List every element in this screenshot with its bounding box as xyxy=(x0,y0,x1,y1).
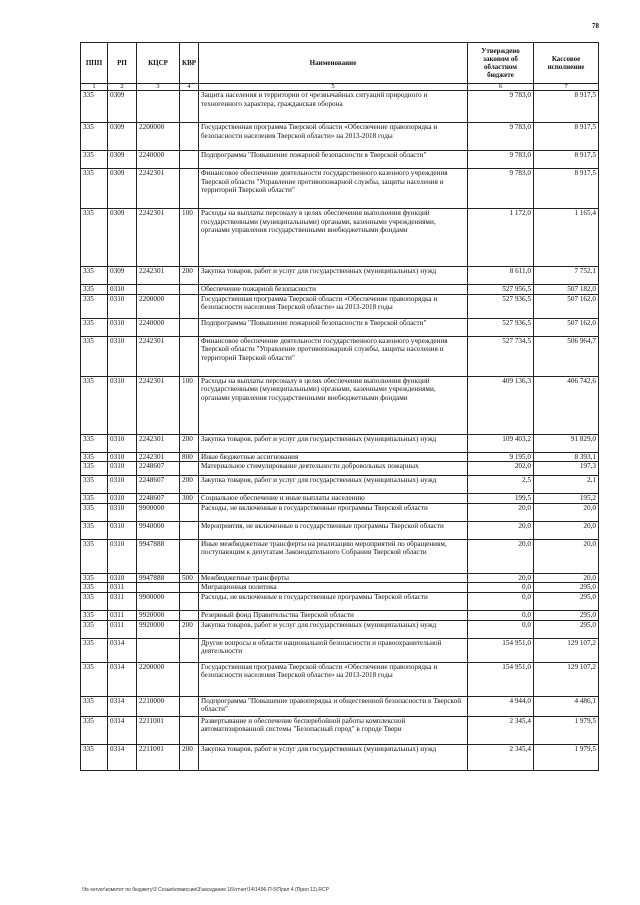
row-kvr xyxy=(180,662,199,696)
row-kcsr: 2248607 xyxy=(137,476,180,494)
table-row xyxy=(81,539,599,573)
row-approved: 199,5 xyxy=(468,494,534,504)
row-kcsr: 2242301 xyxy=(137,434,180,452)
row-kcsr xyxy=(137,583,180,593)
table-row xyxy=(81,716,599,744)
row-approved: 20,0 xyxy=(468,521,534,539)
row-kcsr: 2242301 xyxy=(137,336,180,376)
table-row xyxy=(81,285,599,295)
row-kvr: 200 xyxy=(180,267,199,285)
row-kcsr xyxy=(137,638,180,662)
row-kcsr: 2200000 xyxy=(137,294,180,318)
row-name: Расходы на выплаты персоналу в целях обеспечения выполнения функций государственными (муниципальными) органами, казенными учреждениями, органами управления государственными внебюджетными фондами xyxy=(199,209,468,267)
row-name: Государственная программа Тверской области «Обеспечение правопорядка и безопасности населения Тверской области» на 2013-2018 годы xyxy=(199,294,468,318)
row-approved: 527 956,5 xyxy=(468,285,534,295)
row-ppp: 335 xyxy=(81,592,108,610)
row-rp: 0314 xyxy=(108,716,137,744)
row-rp: 0310 xyxy=(108,336,137,376)
row-kvr: 200 xyxy=(180,620,199,638)
row-approved: 2,5 xyxy=(468,476,534,494)
row-name: Подпрограмма "Повышение пожарной безопасности в Тверской области" xyxy=(199,318,468,336)
row-ppp: 335 xyxy=(81,521,108,539)
row-kvr xyxy=(180,123,199,151)
row-kvr: 500 xyxy=(180,573,199,583)
row-kvr xyxy=(180,521,199,539)
table-row xyxy=(81,744,599,770)
row-rp: 0314 xyxy=(108,662,137,696)
row-cash: 129 107,2 xyxy=(534,662,599,696)
row-name: Социальное обеспечение и иные выплаты населению xyxy=(199,494,468,504)
row-kcsr: 2248607 xyxy=(137,494,180,504)
table-row xyxy=(81,294,599,318)
row-approved: 154 951,0 xyxy=(468,662,534,696)
row-name: Закупка товаров, работ и услуг для государственных (муниципальных) нужд xyxy=(199,476,468,494)
column-number: 5 xyxy=(199,84,468,91)
header-kcsr: КЦСР xyxy=(137,43,180,84)
header-approved: Утверждено законом об областном бюджете xyxy=(468,43,534,84)
row-approved: 527 936,5 xyxy=(468,294,534,318)
row-kvr xyxy=(180,336,199,376)
row-name: Закупка товаров, работ и услуг для государственных (муниципальных) нужд xyxy=(199,267,468,285)
table-row xyxy=(81,376,599,434)
row-kcsr: 2242301 xyxy=(137,452,180,462)
row-rp: 0310 xyxy=(108,318,137,336)
table-row xyxy=(81,267,599,285)
row-cash: 4 486,1 xyxy=(534,696,599,716)
row-kvr xyxy=(180,539,199,573)
row-kvr: 200 xyxy=(180,476,199,494)
row-approved: 2 345,4 xyxy=(468,744,534,770)
row-rp: 0310 xyxy=(108,573,137,583)
table-row xyxy=(81,462,599,476)
row-kcsr: 2240000 xyxy=(137,151,180,169)
row-cash: 8 917,5 xyxy=(534,91,599,123)
row-approved: 9 783,0 xyxy=(468,151,534,169)
row-cash: 20,0 xyxy=(534,539,599,573)
row-cash: 8 917,5 xyxy=(534,169,599,209)
row-cash: 1 979,5 xyxy=(534,716,599,744)
row-kvr xyxy=(180,294,199,318)
row-kvr xyxy=(180,503,199,521)
column-number: 6 xyxy=(468,84,534,91)
row-cash: 8 917,5 xyxy=(534,151,599,169)
row-ppp: 335 xyxy=(81,285,108,295)
row-name: Расходы, не включенные в государственные программы Тверской области xyxy=(199,592,468,610)
row-cash: 91 829,0 xyxy=(534,434,599,452)
row-approved: 8 611,0 xyxy=(468,267,534,285)
row-name: Развертывание и обеспечение бесперебойной работы комплексной автоматизированной системы "Безопасный город" в городе Твери xyxy=(199,716,468,744)
row-ppp: 335 xyxy=(81,583,108,593)
table-row xyxy=(81,610,599,620)
row-approved: 20,0 xyxy=(468,573,534,583)
table-row xyxy=(81,583,599,593)
header-kvr: КВР xyxy=(180,43,199,84)
row-kcsr xyxy=(137,91,180,123)
row-kvr: 100 xyxy=(180,209,199,267)
row-cash: 506 964,7 xyxy=(534,336,599,376)
row-rp: 0310 xyxy=(108,503,137,521)
row-ppp: 335 xyxy=(81,716,108,744)
row-rp: 0310 xyxy=(108,434,137,452)
row-rp: 0314 xyxy=(108,638,137,662)
row-name: Подпрограмма "Повышение пожарной безопасности в Тверской области" xyxy=(199,151,468,169)
budget-table xyxy=(80,42,599,771)
row-cash: 195,2 xyxy=(534,494,599,504)
table-row xyxy=(81,452,599,462)
row-rp: 0311 xyxy=(108,583,137,593)
row-cash: 295,0 xyxy=(534,620,599,638)
row-kcsr: 9900000 xyxy=(137,503,180,521)
row-kcsr: 9920000 xyxy=(137,610,180,620)
row-ppp: 335 xyxy=(81,573,108,583)
row-name: Расходы на выплаты персоналу в целях обеспечения выполнения функций государственными (муниципальными) органами, казенными учреждениями, органами управления государственными внебюджетными фондами xyxy=(199,376,468,434)
row-kcsr: 2242301 xyxy=(137,169,180,209)
row-approved: 527 734,5 xyxy=(468,336,534,376)
row-kvr: 300 xyxy=(180,494,199,504)
row-ppp: 335 xyxy=(81,638,108,662)
header-name: Наименование xyxy=(199,43,468,84)
row-kcsr: 2242301 xyxy=(137,267,180,285)
table-row xyxy=(81,91,599,123)
row-kcsr: 2210000 xyxy=(137,696,180,716)
row-ppp: 335 xyxy=(81,91,108,123)
row-ppp: 335 xyxy=(81,318,108,336)
row-kcsr: 9947888 xyxy=(137,539,180,573)
row-ppp: 335 xyxy=(81,151,108,169)
row-ppp: 335 xyxy=(81,744,108,770)
row-ppp: 335 xyxy=(81,452,108,462)
page-number: 78 xyxy=(592,22,599,30)
header-row xyxy=(81,43,599,84)
row-name: Закупка товаров, работ и услуг для государственных (муниципальных) нужд xyxy=(199,434,468,452)
row-rp: 0310 xyxy=(108,476,137,494)
column-number: 4 xyxy=(180,84,199,91)
row-kvr xyxy=(180,610,199,620)
row-name: Государственная программа Тверской области «Обеспечение правопорядка и безопасности населения Тверской области» на 2013-2018 годы xyxy=(199,662,468,696)
row-approved: 9 783,0 xyxy=(468,123,534,151)
row-name: Межбюджетные трансферты xyxy=(199,573,468,583)
row-approved: 0,0 xyxy=(468,583,534,593)
row-cash: 129 107,2 xyxy=(534,638,599,662)
row-approved: 409 136,3 xyxy=(468,376,534,434)
table-row xyxy=(81,476,599,494)
table-row xyxy=(81,494,599,504)
row-ppp: 335 xyxy=(81,503,108,521)
row-kvr xyxy=(180,696,199,716)
table-row xyxy=(81,434,599,452)
row-ppp: 335 xyxy=(81,169,108,209)
row-approved: 0,0 xyxy=(468,620,534,638)
row-ppp: 335 xyxy=(81,662,108,696)
row-approved: 2 345,4 xyxy=(468,716,534,744)
table-row xyxy=(81,638,599,662)
row-cash: 20,0 xyxy=(534,503,599,521)
column-number-row xyxy=(81,84,599,91)
row-ppp: 335 xyxy=(81,123,108,151)
table-row xyxy=(81,169,599,209)
row-ppp: 335 xyxy=(81,539,108,573)
row-approved: 109 403,2 xyxy=(468,434,534,452)
row-ppp: 335 xyxy=(81,696,108,716)
row-name: Государственная программа Тверской области «Обеспечение правопорядка и безопасности населения Тверской области» на 2013-2018 годы xyxy=(199,123,468,151)
row-ppp: 335 xyxy=(81,294,108,318)
row-rp: 0310 xyxy=(108,521,137,539)
row-approved: 0,0 xyxy=(468,610,534,620)
row-ppp: 335 xyxy=(81,462,108,476)
row-kvr xyxy=(180,638,199,662)
row-approved: 1 172,0 xyxy=(468,209,534,267)
row-approved: 20,0 xyxy=(468,503,534,521)
table-row xyxy=(81,592,599,610)
row-kvr: 200 xyxy=(180,434,199,452)
row-rp: 0314 xyxy=(108,744,137,770)
row-kcsr: 2211001 xyxy=(137,744,180,770)
row-kcsr: 2242301 xyxy=(137,376,180,434)
row-name: Миграционная политика xyxy=(199,583,468,593)
row-cash: 8 917,5 xyxy=(534,123,599,151)
row-name: Иные бюджетные ассигнования xyxy=(199,452,468,462)
row-cash: 295,0 xyxy=(534,583,599,593)
row-ppp: 335 xyxy=(81,494,108,504)
row-ppp: 335 xyxy=(81,476,108,494)
row-rp: 0311 xyxy=(108,620,137,638)
column-number: 7 xyxy=(534,84,599,91)
row-ppp: 335 xyxy=(81,610,108,620)
row-cash: 507 182,0 xyxy=(534,285,599,295)
row-kvr xyxy=(180,151,199,169)
row-rp: 0310 xyxy=(108,285,137,295)
row-cash: 2,1 xyxy=(534,476,599,494)
row-kcsr: 9940000 xyxy=(137,521,180,539)
row-kcsr: 9947888 xyxy=(137,573,180,583)
row-cash: 20,0 xyxy=(534,521,599,539)
table-row xyxy=(81,318,599,336)
row-name: Другие вопросы в области национальной безопасности и правоохранительной деятельности xyxy=(199,638,468,662)
row-cash: 406 742,6 xyxy=(534,376,599,434)
header-ppp: ППП xyxy=(81,43,108,84)
row-rp: 0309 xyxy=(108,123,137,151)
row-ppp: 335 xyxy=(81,267,108,285)
row-cash: 197,3 xyxy=(534,462,599,476)
row-kcsr: 2242301 xyxy=(137,209,180,267)
row-kvr xyxy=(180,91,199,123)
row-rp: 0310 xyxy=(108,294,137,318)
row-name: Финансовое обеспечение деятельности государственного казенного учреждения Тверской области "Управление противопожарной службы, защиты населения и территорий Тверской области" xyxy=(199,169,468,209)
row-rp: 0309 xyxy=(108,169,137,209)
row-cash: 295,0 xyxy=(534,610,599,620)
row-kvr xyxy=(180,716,199,744)
column-number: 3 xyxy=(137,84,180,91)
row-ppp: 335 xyxy=(81,376,108,434)
row-approved: 527 936,5 xyxy=(468,318,534,336)
row-kcsr: 9900000 xyxy=(137,592,180,610)
row-name: Мероприятия, не включенные в государственные программы Тверской области xyxy=(199,521,468,539)
row-rp: 0309 xyxy=(108,91,137,123)
row-name: Резервный фонд Правительства Тверской области xyxy=(199,610,468,620)
row-kvr xyxy=(180,318,199,336)
row-cash: 507 162,0 xyxy=(534,294,599,318)
row-rp: 0310 xyxy=(108,376,137,434)
row-rp: 0309 xyxy=(108,151,137,169)
row-cash: 1 979,5 xyxy=(534,744,599,770)
row-kvr: 100 xyxy=(180,376,199,434)
table-row xyxy=(81,620,599,638)
table-row xyxy=(81,123,599,151)
row-kcsr: 9920000 xyxy=(137,620,180,638)
row-cash: 295,0 xyxy=(534,592,599,610)
row-cash: 20,0 xyxy=(534,573,599,583)
table-row xyxy=(81,573,599,583)
row-kcsr xyxy=(137,285,180,295)
row-ppp: 335 xyxy=(81,620,108,638)
row-rp: 0310 xyxy=(108,462,137,476)
row-ppp: 335 xyxy=(81,209,108,267)
row-approved: 9 783,0 xyxy=(468,169,534,209)
row-kcsr: 2200000 xyxy=(137,662,180,696)
table-body xyxy=(81,91,599,771)
row-approved: 9 783,0 xyxy=(468,91,534,123)
table-row xyxy=(81,336,599,376)
row-cash: 7 752,1 xyxy=(534,267,599,285)
row-kvr xyxy=(180,592,199,610)
row-approved: 0,0 xyxy=(468,592,534,610)
table-row xyxy=(81,503,599,521)
column-number: 1 xyxy=(81,84,108,91)
row-name: Материальное стимулирование деятельности добровольных пожарных xyxy=(199,462,468,476)
table-row xyxy=(81,696,599,716)
row-cash: 1 165,4 xyxy=(534,209,599,267)
row-rp: 0309 xyxy=(108,267,137,285)
row-rp: 0311 xyxy=(108,592,137,610)
row-kcsr: 2240000 xyxy=(137,318,180,336)
header-cash: Кассовое исполнение xyxy=(534,43,599,84)
row-rp: 0311 xyxy=(108,610,137,620)
row-rp: 0310 xyxy=(108,452,137,462)
row-kvr: 200 xyxy=(180,744,199,770)
header-rp: РП xyxy=(108,43,137,84)
row-kvr xyxy=(180,462,199,476)
row-approved: 9 195,0 xyxy=(468,452,534,462)
row-rp: 0314 xyxy=(108,696,137,716)
column-number: 2 xyxy=(108,84,137,91)
file-path-footer: \\fs-server\комитет по бюджету\3 Созыв\комиссии\3\заседание 16\отчет\14\1496-П-5\Прил 4 (Прил 11).RCP xyxy=(82,887,329,893)
row-rp: 0310 xyxy=(108,494,137,504)
row-name: Закупка товаров, работ и услуг для государственных (муниципальных) нужд xyxy=(199,744,468,770)
row-kvr xyxy=(180,169,199,209)
row-name: Финансовое обеспечение деятельности государственного казенного учреждения Тверской области "Управление противопожарной службы, защиты населения и территорий Тверской области" xyxy=(199,336,468,376)
row-cash: 507 162,0 xyxy=(534,318,599,336)
table-row xyxy=(81,151,599,169)
row-kvr xyxy=(180,583,199,593)
row-kcsr: 2211001 xyxy=(137,716,180,744)
table-row xyxy=(81,521,599,539)
row-name: Иные межбюджетные трансферты на реализацию мероприятий по обращениям, поступающим к депутатам Законодательного Собрания Тверской области xyxy=(199,539,468,573)
table-row xyxy=(81,209,599,267)
row-name: Обеспечение пожарной безопасности xyxy=(199,285,468,295)
row-approved: 20,0 xyxy=(468,539,534,573)
row-kcsr: 2248607 xyxy=(137,462,180,476)
row-kcsr: 2200000 xyxy=(137,123,180,151)
row-kvr xyxy=(180,285,199,295)
row-ppp: 335 xyxy=(81,336,108,376)
row-name: Закупка товаров, работ и услуг для государственных (муниципальных) нужд xyxy=(199,620,468,638)
row-approved: 154 951,0 xyxy=(468,638,534,662)
row-kvr: 800 xyxy=(180,452,199,462)
table-row xyxy=(81,662,599,696)
row-approved: 4 944,0 xyxy=(468,696,534,716)
row-cash: 8 393,1 xyxy=(534,452,599,462)
row-rp: 0310 xyxy=(108,539,137,573)
row-approved: 202,0 xyxy=(468,462,534,476)
row-name: Подпрограмма "Повышение правопорядка и общественной безопасности в Тверской области" xyxy=(199,696,468,716)
row-rp: 0309 xyxy=(108,209,137,267)
row-name: Расходы, не включенные в государственные программы Тверской области xyxy=(199,503,468,521)
row-ppp: 335 xyxy=(81,434,108,452)
row-name: Защита населения и территории от чрезвычайных ситуаций природного и техногенного характера, гражданская оборона xyxy=(199,91,468,123)
